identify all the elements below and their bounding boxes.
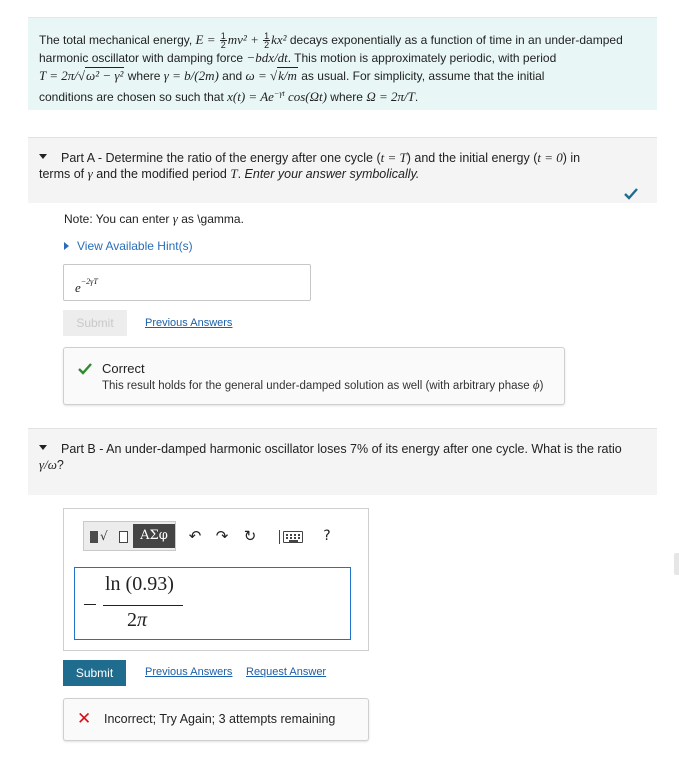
part-b-submit-button[interactable]: Submit	[63, 660, 126, 686]
answer-numerator: ln (0.93)	[105, 573, 174, 595]
sqrt-icon: √	[100, 529, 108, 543]
part-a-feedback	[63, 347, 565, 405]
intro-line-1: The total mechanical energy, E = $\frac{1}{2}$ mv² + $\frac{1}{2}$ kx² decays exponentially as a function of time in an under-damped	[39, 31, 623, 51]
request-answer-link[interactable]: Request Answer	[246, 666, 327, 678]
input-note: Note: You can enter γ as \gamma.	[64, 211, 244, 226]
feedback-title: Correct	[102, 361, 145, 376]
reset-icon[interactable]: ↻	[243, 527, 257, 545]
template-block-icon	[90, 531, 98, 543]
templates-button[interactable]	[83, 521, 176, 551]
part-b-feedback	[63, 698, 369, 741]
part-a-answer-field[interactable]	[63, 264, 311, 301]
answer-denominator: 2π	[127, 609, 148, 631]
toolbar-divider	[279, 530, 280, 544]
intro-line-2: harmonic oscillator with damping force −bdx/dt. This motion is approximately periodic, with period	[39, 50, 557, 66]
problem-intro	[28, 17, 657, 110]
negative-sign	[84, 604, 96, 605]
redo-icon[interactable]: ↷	[215, 527, 229, 545]
part-b-answer-editor	[63, 508, 369, 651]
undo-icon[interactable]: ↶	[188, 527, 202, 545]
feedback-message: Incorrect; Try Again; 3 attempts remaining	[104, 712, 336, 726]
part-a-answer-expression: $e^{-2\gamma T}$	[75, 277, 98, 295]
instruction: Enter your answer symbolically.	[244, 167, 420, 181]
part-b-header[interactable]: Part B - An under-damped harmonic oscillator loses 7% of its energy after one cycle. What is the ratio γ/ω?	[28, 428, 657, 495]
part-a-label: Part A	[61, 151, 95, 165]
view-hints-link[interactable]: View Available Hint(s)	[64, 239, 193, 253]
template-box-icon	[119, 531, 128, 543]
part-a-previous-answers-link[interactable]: Previous Answers	[145, 317, 233, 329]
part-b-label: Part B	[61, 442, 96, 456]
intro-line-3: T = 2π/√ω² − γ² where γ = b/(2m) and ω = √k/m as usual. For simplicity, assume that the initial	[39, 68, 545, 84]
part-a-header[interactable]: Part A - Determine the ratio of the energy after one cycle (t = T) and the initial energy (t = 0) in terms of γ and the modified period T. Enter your answer symbolically.	[28, 137, 657, 203]
correct-check-icon	[624, 187, 638, 201]
greek-symbols-button[interactable]: ΑΣφ	[133, 524, 175, 548]
feedback-message: This result holds for the general under-damped solution as well (with arbitrary phase ϕ)	[102, 377, 544, 392]
incorrect-x-icon: ✕	[77, 709, 92, 729]
collapse-caret-icon[interactable]	[39, 154, 47, 159]
correct-check-icon	[78, 363, 92, 375]
part-b-previous-answers-link[interactable]: Previous Answers	[145, 666, 233, 678]
collapse-caret-icon[interactable]	[39, 445, 47, 450]
part-a-submit-button[interactable]: Submit	[63, 310, 127, 336]
fraction-half: $\frac{1}{2}$	[264, 31, 270, 51]
intro-line-4: conditions are chosen so such that $x(t) = Ae^{-\gamma t}$ cos(Ωt) where Ω = 2π/T.	[39, 89, 419, 105]
fraction-half: $\frac{1}{2}$	[220, 31, 226, 51]
keyboard-icon[interactable]	[283, 531, 303, 543]
expand-triangle-icon	[64, 242, 69, 250]
help-button[interactable]: ?	[323, 528, 331, 544]
fraction-bar	[103, 605, 183, 606]
side-scroll-handle[interactable]	[674, 553, 679, 575]
part-b-math-input[interactable]	[74, 567, 351, 640]
